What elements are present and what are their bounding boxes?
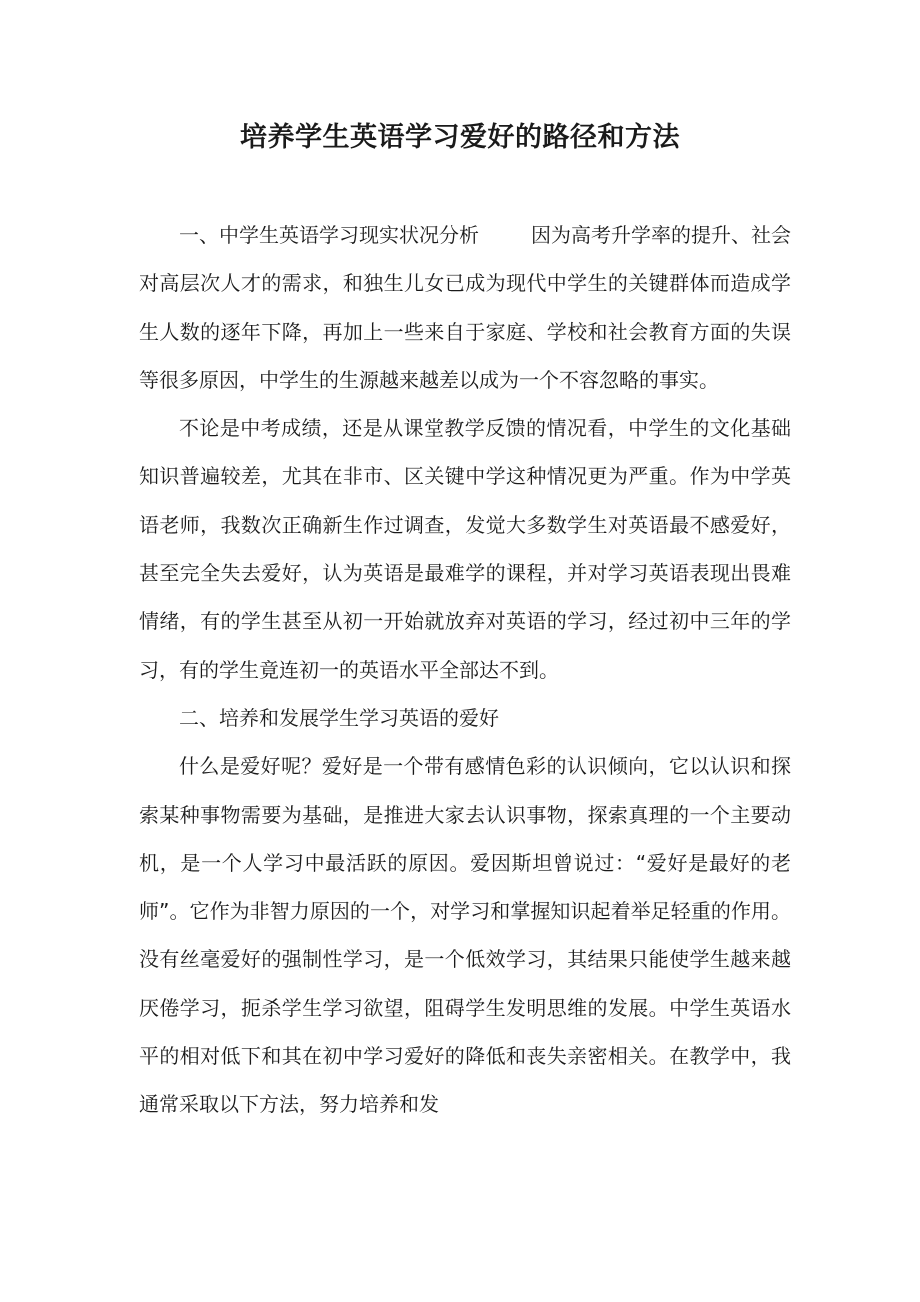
paragraph-2: 不论是中考成绩，还是从课堂教学反馈的情况看，中学生的文化基础知识普遍较差，尤其在非市、区关键中学这种情况更为严重。作为中学英语老师，我数次正确新生作过调查，发觉大多数学生对英语最不感爱好，甚至完全失去爱好，认为英语是最难学的课程，并对学习英语表现出畏难情绪，有的学生甚至从初一开始就放弃对英语的学习，经过初中三年的学习，有的学生竟连初一的英语水平全部达不到。 (139, 416, 791, 682)
paragraph-1 (139, 211, 791, 404)
section-heading-1: 一、中学生英语学习现实状况分析 (179, 223, 479, 247)
section-heading-2: 二、培养和发展学生学习英语的爱好 (179, 705, 499, 730)
document-body (139, 211, 791, 1129)
document-title: 培养学生英语学习爱好的路径和方法 (240, 122, 680, 153)
paragraph-3: 什么是爱好呢？爱好是一个带有感情色彩的认识倾向，它以认识和探索某种事物需要为基础，是推进大家去认识事物，探索真理的一个主要动机，是一个人学习中最活跃的原因。爱因斯坦曾说过：“爱好是最好的老师”。它作为非智力原因的一个，对学习和掌握知识起着举足轻重的作用。没有丝毫爱好的强制性学习，是一个低效学习，其结果只能使学生越来越厌倦学习，扼杀学生学习欲望，阻碍学生发明思维的发展。中学生英语水平的相对低下和其在初中学习爱好的降低和丧失亲密相关。在教学中，我通常采取以下方法，努力培养和发 (139, 754, 791, 1117)
paragraph-1-text: 因为高考升学率的提升、社会对高层次人才的需求，和独生儿女已成为现代中学生的关键群体而造成学生人数的逐年下降，再加上一些来自于家庭、学校和社会教育方面的失误等很多原因，中学生的生源越来越差以成为一个不容忽略的事实。 (139, 223, 791, 392)
